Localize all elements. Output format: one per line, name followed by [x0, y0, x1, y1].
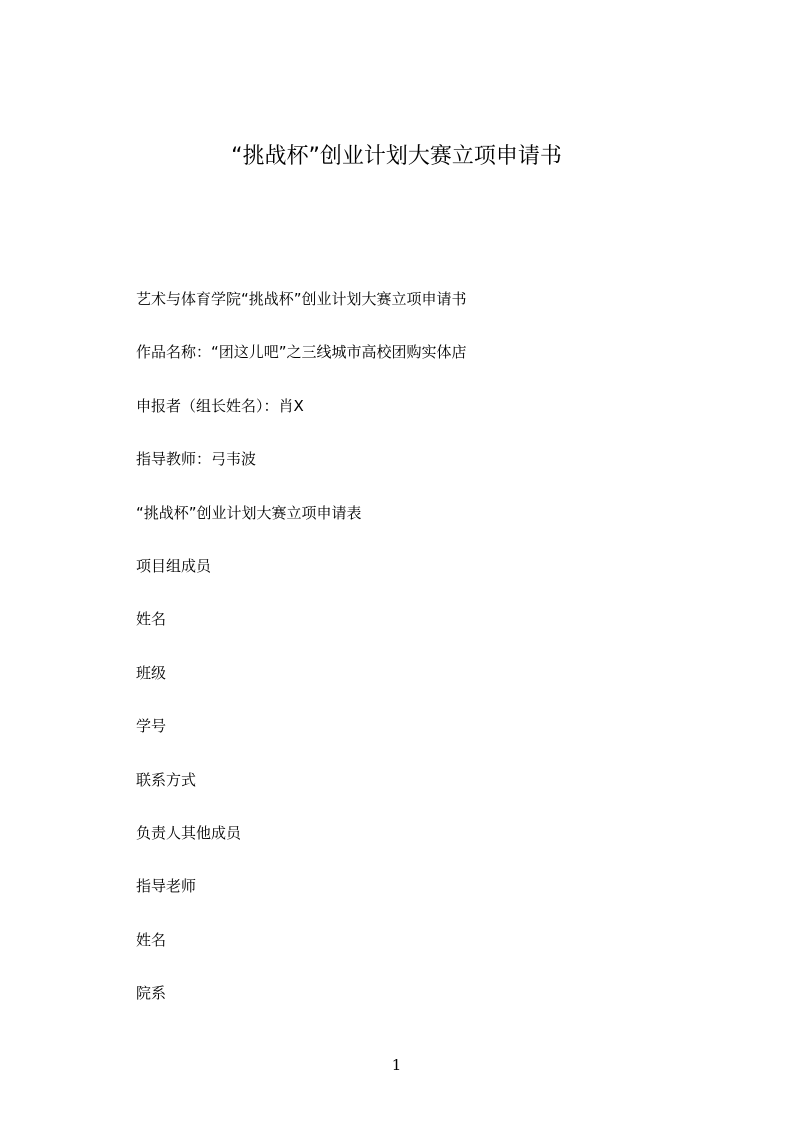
body-line-applicant: 申报者（组长姓名）：肖X: [136, 396, 304, 415]
body-line-department: 院系: [136, 984, 167, 1003]
body-line-application-form: “挑战杯”创业计划大赛立项申请表: [136, 503, 362, 522]
body-line-leader-other-members: 负责人其他成员: [136, 823, 242, 842]
body-line-class: 班级: [136, 663, 167, 682]
body-line-advisor: 指导教师：弓韦波: [136, 450, 257, 469]
body-line-student-id: 学号: [136, 717, 167, 736]
document-title: “挑战杯”创业计划大赛立项申请书: [231, 144, 562, 169]
page-number: 1: [391, 1056, 402, 1074]
body-line-college-application: 艺术与体育学院“挑战杯”创业计划大赛立项申请书: [136, 290, 467, 308]
document-body: [136, 286, 736, 1033]
body-line-contact: 联系方式: [136, 770, 197, 789]
body-line-teacher-name: 姓名: [136, 930, 167, 949]
body-line-project-name: 作品名称：“团这儿吧”之三线城市高校团购实体店: [136, 343, 467, 362]
body-line-advising-teacher: 指导老师: [136, 877, 197, 896]
body-line-name: 姓名: [136, 610, 167, 629]
body-line-team-members: 项目组成员: [136, 556, 212, 575]
